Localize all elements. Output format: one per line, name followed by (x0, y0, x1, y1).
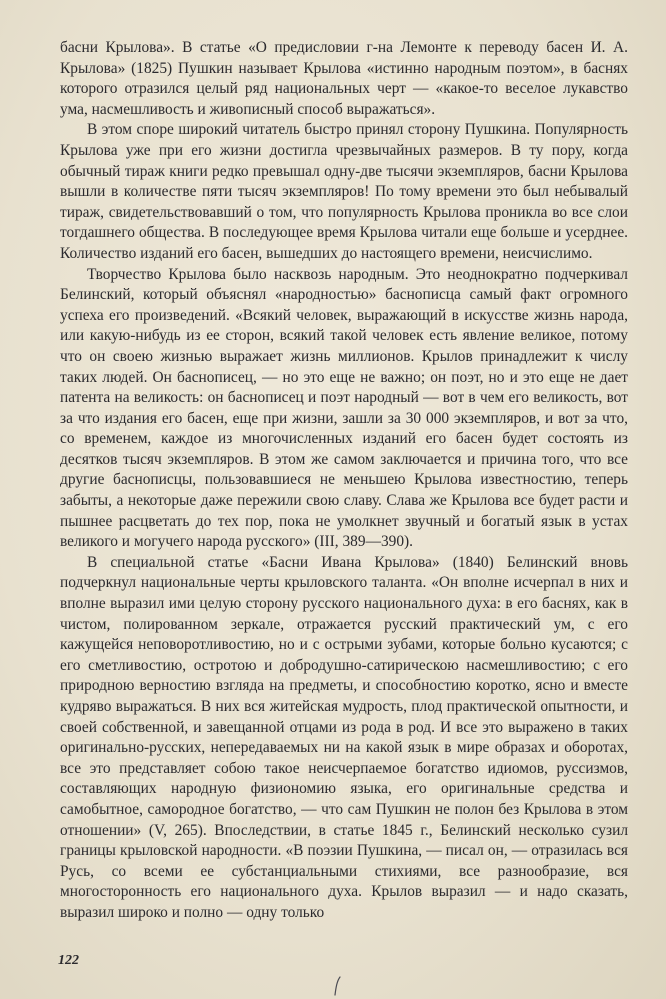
paragraph-popularity: В этом споре широкий читатель быстро принял сторону Пушкина. Популярность Крылова уже при его жизни достигла чрезвычайных размеров. В ту пору, когда обычный тираж книги редко превышал одну-две тысячи экземпляров, басни Крылова вышли в количестве пяти тысяч экземпляров! По тому времени это был небывалый тираж, свидетельствовавший о том, что популярность Крылова проникла во все слои тогдашнего общества. В последующее время Крылова читали еще больше и усерднее. Количество изданий его басен, вышедших до настоящего времени, неисчислимо. (60, 121, 628, 262)
paragraph-belinsky-quote: Творчество Крылова было насквозь народным. Это неоднократно подчеркивал Белинский, который объяснял «народностью» баснописца самый факт огромного успеха его произведений. «Всякий человек, выражающий в искусстве жизнь народа, или какую-нибудь из ее сторон, всякий такой человек есть явление великое, потому что он своею жизнью выражает жизнь миллионов. Крылов принадлежит к числу таких людей. Он баснописец, — но это еще не важно; он поэт, но и это еще не дает патента на великость: он баснописец и поэт народный — вот в чем его великость, вот за что издания его басен, еще при жизни, зашли за 30 000 экземпляров, и вот за что, со временем, каждое из многочисленных изданий его басен будет состоять из десятков тысяч экземпляров. В этом же самом заключается и причина того, что все другие баснописцы, пользовавшиеся не меньшею Крылова известностию, теперь забыты, а некоторые даже пережили свою славу. Слава же Крылова все будет расти и пышнее расцветать до тех пор, пока не умолкнет звучный и богатый язык в устах великого и могучего народа русского» (III, 389—390). (60, 265, 628, 551)
page-number: 122 (58, 953, 79, 968)
main-text (60, 38, 628, 924)
pencil-mark-icon (331, 975, 345, 997)
paragraph-continuation: басни Крылова». В статье «О предисловии г-на Лемонте к переводу басен И. А. Крылова» (1825) Пушкин называет Крылова «истинно народным поэтом», в баснях которого отразился целый ряд национальных черт — «какое-то веселое лукавство ума, насмешливость и живописный способ выражаться». (60, 39, 628, 118)
paragraph-special-article: В специальной статье «Басни Ивана Крылова» (1840) Белинский вновь подчеркнул национальные черты крыловского таланта. «Он вполне исчерпал в них и вполне выразил ими целую сторону русского национального духа: в его баснях, как в чистом, полированном зеркале, отражается русский практический ум, с его кажущейся неповоротливостию, но и с острыми зубами, которые больно кусаются; с его сметливостию, остротою и добродушно-сатирическою насмешливостию; с его природною верностию взгляда на предметы, и способностию коротко, ясно и вместе кудряво выражаться. В них вся житейская мудрость, плод практической опытности, и своей собственной, и завещанной отцами из рода в род. И все это выражено в таких оригинально-русских, непередаваемых ни на какой язык в мире образах и оборотах, все это представляет собою такое неисчерпаемое богатство идиомов, руссизмов, составляющих народную физиономию языка, его оригинальные средства и самобытное, самородное богатство, — что сам Пушкин не полон без Крылова в этом отношении» (V, 265). Впоследствии, в статье 1845 г., Белинский несколько сузил границы крыловской народности. «В поэзии Пушкина, — писал он, — отразилась вся Русь, со всеми ее субстанциальными стихиями, все разнообразие, вся многосторонность его национального духа. Крылов выразил — и надо сказать, выразил широко и полно — одну только (60, 553, 628, 921)
